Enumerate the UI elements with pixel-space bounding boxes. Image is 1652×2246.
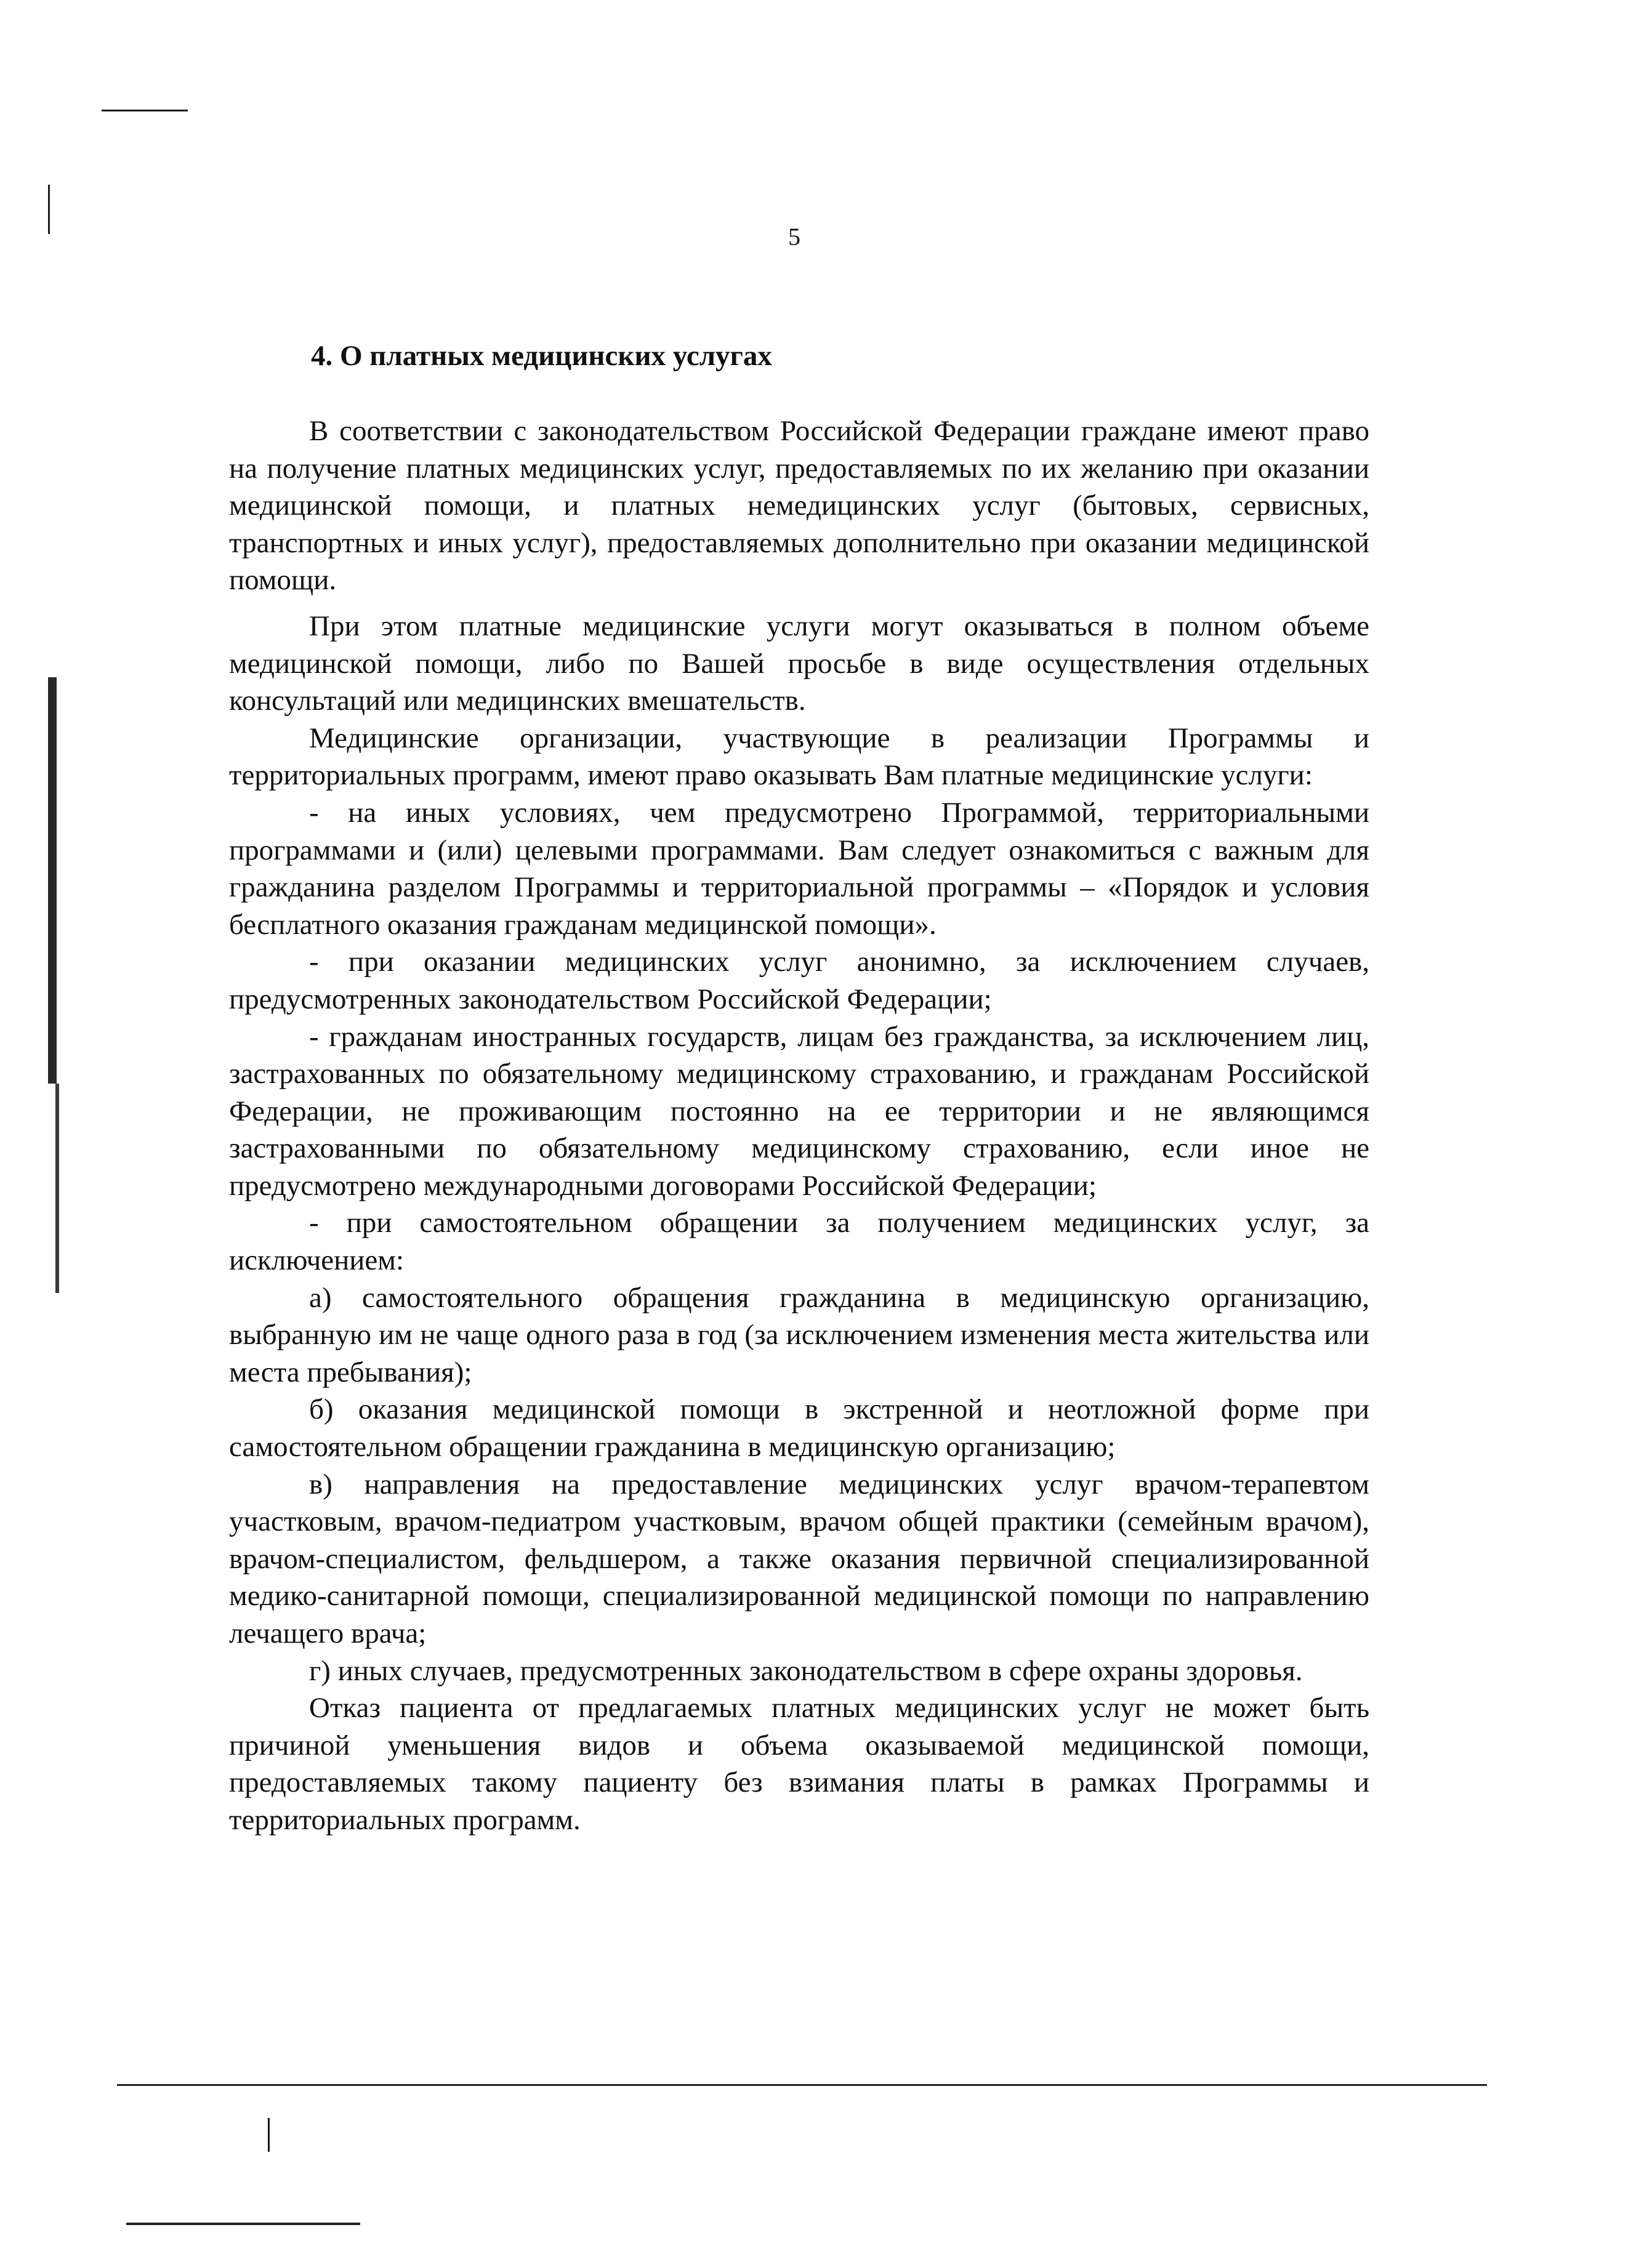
scan-edge-bar-lower xyxy=(55,1084,59,1293)
footer-rule xyxy=(117,2084,1487,2086)
sublist-item-v: в) направления на предоставление медицинских услуг врачом-терапевтом участковым, врачом-педиатром участковым, врачом общей практики (семейным врачом), врачом-специалистом, фельдшером, а также оказания первичной специализированной медико-санитарной помощи, специализированной медицинской помощи по направлению лечащего врача; xyxy=(229,1468,1369,1649)
scan-mark-bottom-left xyxy=(268,2118,270,2152)
paragraph-scope: При этом платные медицинские услуги могут оказываться в полном объеме медицинской помощи, либо по Вашей просьбе в виде осуществления отдельных консультаций или медицинских вмешательств. xyxy=(229,610,1369,717)
paragraph-intro: В соответствии с законодательством Российской Федерации граждане имеют право на получение платных медицинских услуг, предоставляемых по их желанию при оказании медицинской помощи, и платных немедицинских услуг (бытовых, сервисных, транспортных и иных услуг), предоставляемых дополнительно при оказании медицинской помощи. xyxy=(229,415,1369,597)
sublist-item-b: б) оказания медицинской помощи в экстренной и неотложной форме при самостоятельном обращении гражданина в медицинскую организацию; xyxy=(229,1393,1369,1463)
list-item-anonymous: - при оказании медицинских услуг анонимно, за исключением случаев, предусмотренных законодательством Российской Федерации; xyxy=(229,946,1369,1015)
sublist-item-g: г) иных случаев, предусмотренных законодательством в сфере охраны здоровья. xyxy=(309,1654,1303,1687)
list-item-foreigners: - гражданам иностранных государств, лицам без гражданства, за исключением лиц, застрахованных по обязательному медицинскому страхованию, и гражданам Российской Федерации, не проживающим постоянно на ее территории и не являющимся застрахованными по обязательному медицинскому страхованию, если иное не предусмотрено международными договорами Российской Федерации; xyxy=(229,1020,1369,1202)
scan-mark-left-tick xyxy=(48,185,50,234)
scan-mark-top-left xyxy=(102,110,188,111)
paragraph-organizations: Медицинские организации, участвующие в реализации Программы и территориальных программ, имеют право оказывать Вам платные медицинские услуги: xyxy=(229,722,1369,792)
list-item-self-referral: - при самостоятельном обращении за получением медицинских услуг, за исключением: xyxy=(229,1207,1369,1277)
bottom-rule xyxy=(126,2223,360,2225)
scan-edge-bar xyxy=(48,677,57,1084)
sublist-item-a: а) самостоятельного обращения гражданина в медицинскую организацию, выбранную им не чаще одного раза в год (за исключением изменения места жительства или места пребывания); xyxy=(229,1281,1369,1388)
page-number: 5 xyxy=(788,223,800,251)
paragraph-refusal: Отказ пациента от предлагаемых платных медицинских услуг не может быть причиной уменьшения видов и объема оказываемой медицинской помощи, предоставляемых такому пациенту без взимания платы в рамках Программы и территориальных программ. xyxy=(229,1692,1369,1836)
body-text xyxy=(229,413,1369,1839)
list-item-other-conditions: - на иных условиях, чем предусмотрено Программой, территориальными программами и (или) целевыми программами. Вам следует ознакомиться с важным для гражданина разделом Программы и территориальной программы – «Порядок и условия бесплатного оказания гражданам медицинской помощи». xyxy=(229,796,1369,941)
section-heading: 4. О платных медицинских услугах xyxy=(311,340,772,372)
